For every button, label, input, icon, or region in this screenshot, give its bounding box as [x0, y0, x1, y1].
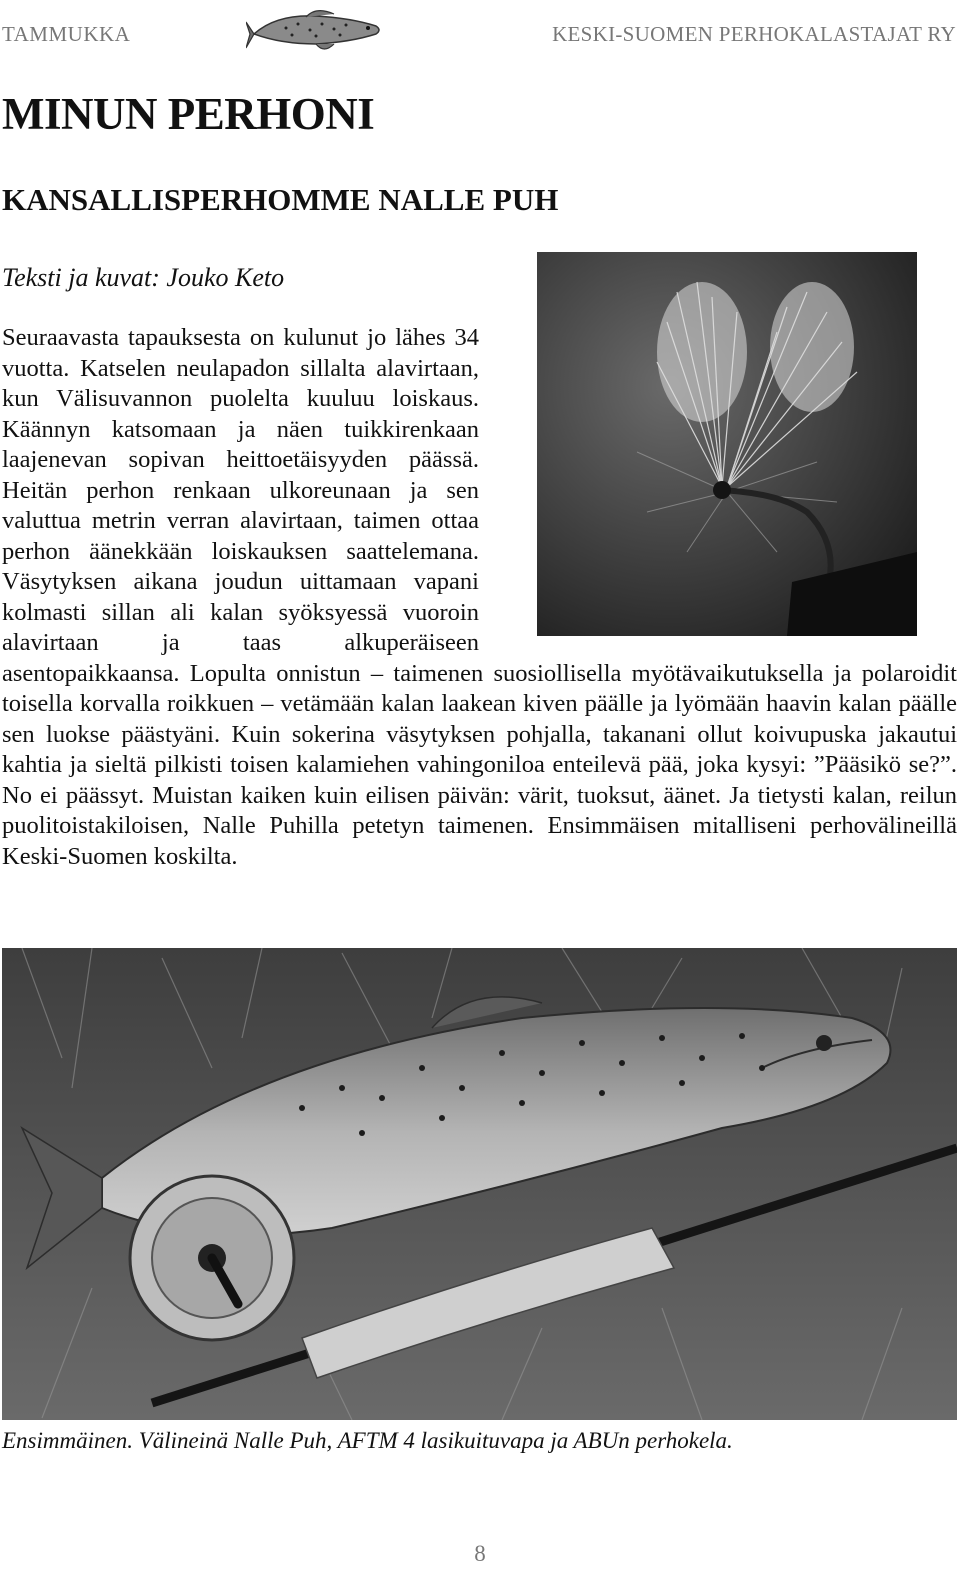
article-subtitle: KANSALLISPERHOMME NALLE PUH: [2, 182, 559, 217]
article-body-text: Seuraavasta tapauksesta on kulunut jo lähes 34 vuotta. Katselen neulapadon sillalta alavirtaan, kun Välisuvannon puolelta kuuluu loiskaus. Käännyn katsomaan ja näen tuikkirenkaan laajenevan sopivan heittoetäisyyden päässä. Heitän perhon renkaan ulkoreunaan ja sen valuttua metrin verran alavirtaan, taimen ottaa perhon äänekkään loiskauksen saattelemana. Väsytyksen aikana joudun uittamaan vapani kolmasti sillan ali kalan syöksyessä vuoroin alavirtaan ja taas alkuperäiseen asentopaikkaansa. Lopulta onnistun – taimenen suosiollisella myötävaikutuksella ja polaroidit toisella korvalla roikkuen – vetämään kalan laakean kiven päälle ja lyömään haavin kalan päälle sen luokse päästyäni. Kuin sokerina väsytyksen pohjalla, takanani ollut koivupuska jakautui kahtia ja sieltä pilkisti toisen kalamiehen vahingoniloa enteilevä pää, joka kysyi: ”Pääsikö se?”. No ei päässyt. Muistan kaiken kuin eilisen päivän: värit, tuoksut, äänet. Ja tietysti kalan, reilun puolitoistakiloisen, Nalle Puhilla petetyn taimenen. Ensimmäisen mitalliseni perhovälineillä Keski-Suomen koskilta.: [2, 324, 957, 870]
trout-photo: [2, 948, 957, 1420]
running-header-right: KESKI-SUOMEN PERHOKALASTAJAT RY: [552, 22, 956, 46]
article-byline: Teksti ja kuvat: Jouko Keto: [2, 263, 285, 292]
photo-float-spacer: [479, 323, 957, 646]
page-number: 8: [474, 1541, 486, 1566]
photo-caption: Ensimmäinen. Välineinä Nalle Puh, AFTM 4 lasikuituvapa ja ABUn perhokela.: [2, 1428, 733, 1453]
trout-fish-icon: [246, 4, 384, 56]
article-body: [2, 323, 957, 872]
article-title: MINUN PERHONI: [2, 89, 375, 139]
running-header-left: TAMMUKKA: [2, 22, 131, 46]
